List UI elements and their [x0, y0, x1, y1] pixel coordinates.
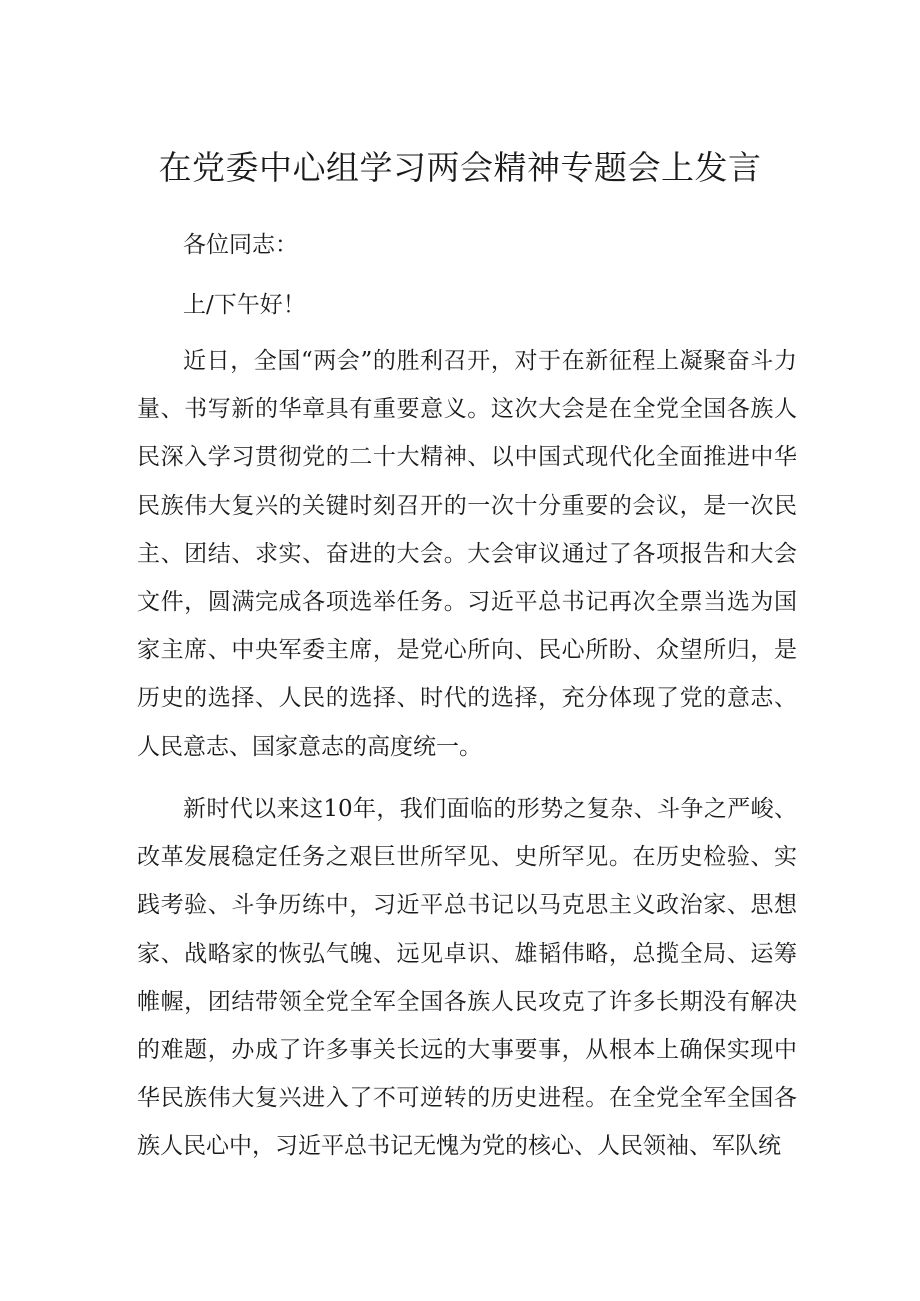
greeting: 上/下午好！	[183, 292, 306, 318]
body-paragraph: 新时代以来这10年，我们面临的形势之复杂、斗争之严峻、改革发展稳定任务之艰巨世所罕见、史所罕见。在历史检验、实践考验、斗争历练中，习近平总书记以马克思主义政治家、思想家、战略家的恢弘气魄、远见卓识、雄韬伟略，总揽全局、运筹帷幄，团结带领全党全军全国各族人民攻克了许多长期没有解决的难题，办成了许多事关长远的大事要事，从根本上确保实现中华民族伟大复兴进入了不可逆转的历史进程。在全党全军全国各族人民心中，习近平总书记无愧为党的核心、人民领袖、军队统	[137, 796, 797, 1160]
document-title: 在党委中心组学习两会精神专题会上发言	[158, 148, 762, 187]
salutation: 各位同志：	[183, 232, 298, 258]
body-paragraph: 近日，全国“两会”的胜利召开，对于在新征程上凝聚奋斗力量、书写新的华章具有重要意义。这次大会是在全党全国各族人民深入学习贯彻党的二十大精神、以中国式现代化全面推进中华民族伟大复兴的关键时刻召开的一次十分重要的会议，是一次民主、团结、求实、奋进的大会。大会审议通过了各项报告和大会文件，圆满完成各项选举任务。习近平总书记再次全票当选为国家主席、中央军委主席，是党心所向、民心所盼、众望所归，是历史的选择、人民的选择、时代的选择，充分体现了党的意志、人民意志、国家意志的高度统一。	[137, 348, 797, 760]
